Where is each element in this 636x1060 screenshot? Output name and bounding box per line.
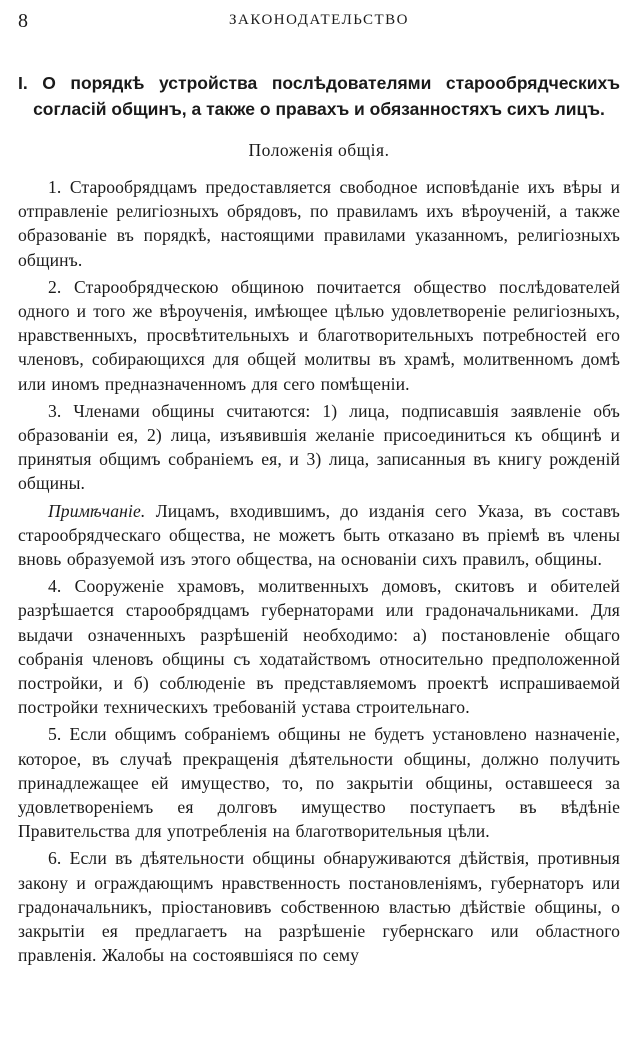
article-3-note (18, 499, 620, 572)
article-1: 1. Старообрядцамъ предоставляется свободное исповѣданіе ихъ вѣры и отправленіе религіозныхъ обрядовъ, по правиламъ ихъ вѣроученій, а также образованіе въ порядкѣ, настоящими правилами указанномъ, религіозныхъ общинъ. (18, 177, 620, 270)
article-5: 5. Если общимъ собраніемъ общины не будетъ установлено назначеніе, которое, въ случаѣ прекращенія дѣятельности общины, должно получить принадлежащее ей имущество, то, по закрытіи общины, оставшееся за удовлетвореніемъ ея долговъ имущество поступаетъ въ вѣдѣніе Правительства для употребленія на благотворительныя цѣли. (18, 724, 620, 842)
article-6: 6. Если въ дѣятельности общины обнаруживаются дѣйствія, противныя закону и ограждающимъ нравственность постановленіямъ, губернаторъ или градоначальникъ, пріостановивъ собственною властью дѣйствіе общины, о закрытіи ея предлагаетъ на разрѣшеніе губернскаго или областного правленія. Жалобы на состоявшіяся по сему (18, 848, 620, 966)
article-3: 3. Членами общины считаются: 1) лица, подписавшія заявленіе объ образованіи ея, 2) лица, изъявившія желаніе присоединиться къ общинѣ и принятыя общимъ собраніемъ ея, и 3) лица, записанныя въ книгу рожденій общины. (18, 400, 620, 494)
chapter-title: I. О порядкѣ устройства послѣдователями старообрядческихъ согласій общинъ, а также о правахъ и обязанностяхъ сихъ лицъ. (18, 73, 620, 119)
note-text: Лицамъ, входившимъ, до изданія сего Указа, въ составъ старообрядческаго общества, не можетъ быть отказано въ пріемѣ въ члены вновь образуемой изъ этого общества, на основаніи сихъ правилъ, общины. (18, 500, 620, 570)
running-title: ЗАКОНОДАТЕЛЬСТВО (228, 12, 410, 28)
article-2: 2. Старообрядческою общиною почитается общество послѣдователей одного и того же вѣроученія, имѣющее цѣлью удовлетвореніе религіозныхъ, нравственныхъ, просвѣтительныхъ и благотворительныхъ потребностей его членовъ, собирающихся для общей молитвы въ храмѣ, молитвенномъ домѣ или иномъ предназначенномъ для сего помѣщеніи. (18, 276, 620, 394)
running-head (18, 10, 620, 36)
body-text (18, 175, 620, 968)
article-4: 4. Сооруженіе храмовъ, молитвенныхъ домовъ, скитовъ и обителей разрѣшается старообрядцамъ губернаторами или градоначальниками. Для выдачи означенныхъ разрѣшеній необходимо: а) постановленіе общаго собранія членовъ общины съ ходатайствомъ относительно предположенной постройки, и б) соблюденіе въ представляемомъ проектѣ испрашиваемой постройки техническихъ требованій устава строительнаго. (18, 576, 620, 718)
section-heading: Положенія общія. (248, 140, 390, 160)
note-label: Примѣчаніе. (48, 500, 146, 521)
page-number: 8 (18, 10, 29, 32)
